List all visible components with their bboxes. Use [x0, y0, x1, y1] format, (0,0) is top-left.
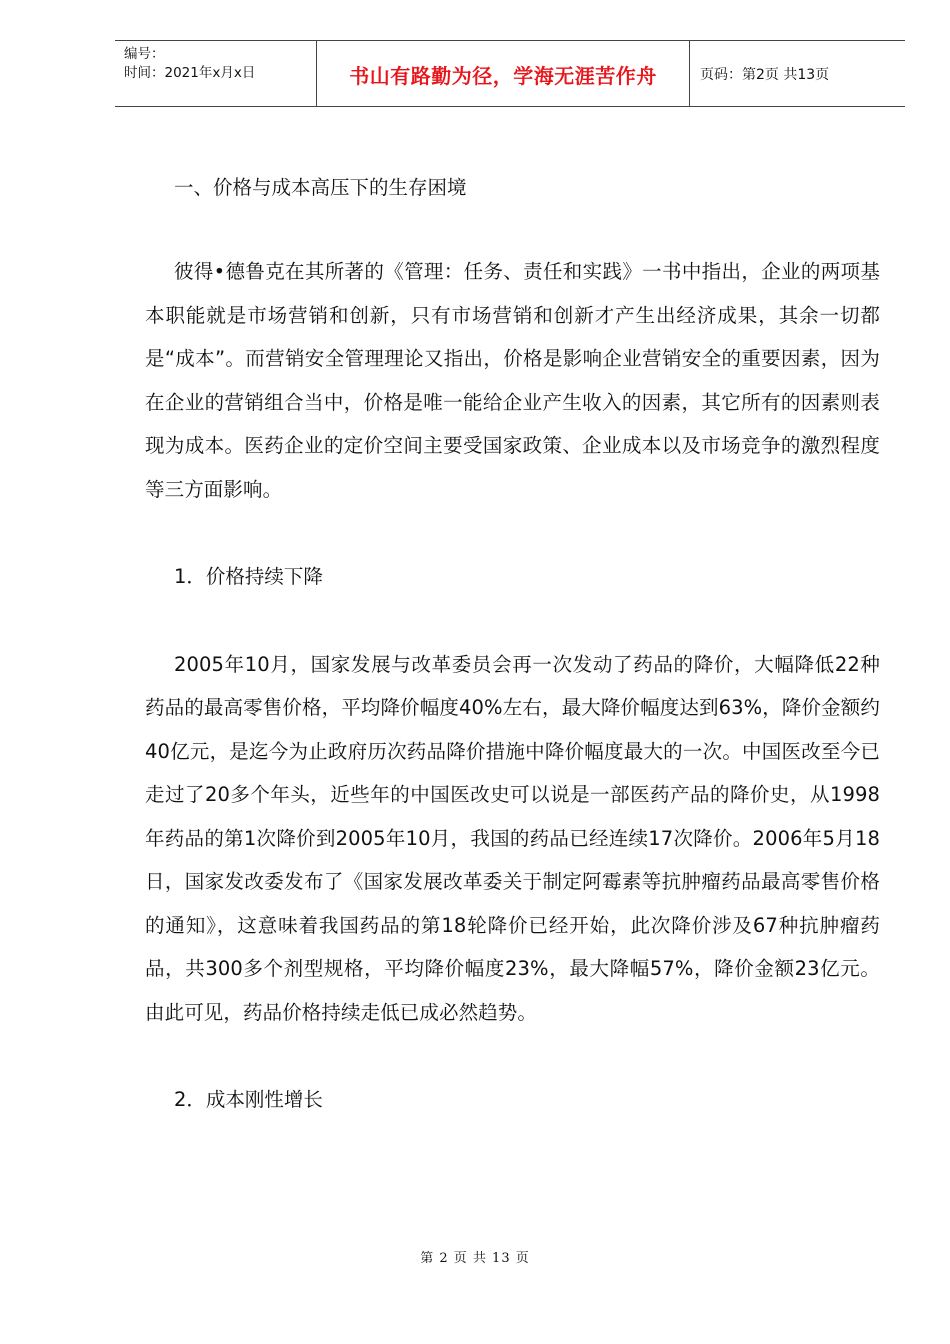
subsection-title: 2．成本刚性增长	[174, 1088, 323, 1111]
section-title: 一、价格与成本高压下的生存困境	[174, 176, 467, 199]
document-number-label: 编号：	[124, 46, 165, 62]
document-time-label: 时间：2021年x月x日	[124, 65, 256, 81]
subsection-title: 1．价格持续下降	[174, 565, 323, 588]
header-motto: 书山有路勤为径，学海无涯苦作舟	[349, 63, 657, 88]
header-page-info: 页码：第2页 共13页	[700, 67, 830, 83]
header-meta	[115, 41, 316, 107]
page-header	[115, 40, 905, 107]
page-footer: 第 2 页 共 13 页	[420, 1251, 530, 1266]
paragraph: 彼得•德鲁克在其所著的《管理：任务、责任和实践》一书中指出，企业的两项基本职能就是市场营销和创新，只有市场营销和创新才产生出经济成果，其余一切都是“成本”。而营销安全管理理论又指出，价格是影响企业营销安全的重要因素，因为在企业的营销组合当中，价格是唯一能给企业产生收入的因素，其它所有的因素则表现为成本。医药企业的定价空间主要受国家政策、企业成本以及市场竞争的激烈程度等三方面影响。	[145, 260, 880, 501]
document-body	[145, 170, 880, 1122]
paragraph: 2005年10月，国家发展与改革委员会再一次发动了药品的降价，大幅降低22种药品的最高零售价格，平均降价幅度40%左右，最大降价幅度达到63%，降价金额约40亿元，是迄今为止政府历次药品降价措施中降价幅度最大的一次。中国医改至今已走过了20多个年头，近些年的中国医改史可以说是一部医药产品的降价史，从1998年药品的第1次降价到2005年10月，我国的药品已经连续17次降价。2006年5月18日，国家发改委发布了《国家发展改革委关于制定阿霉素等抗肿瘤药品最高零售价格的通知》，这意味着我国药品的第18轮降价已经开始，此次降价涉及67种抗肿瘤药品，共300多个剂型规格，平均降价幅度23%，最大降幅57%，降价金额23亿元。由此可见，药品价格持续走低已成必然趋势。	[145, 652, 880, 1024]
